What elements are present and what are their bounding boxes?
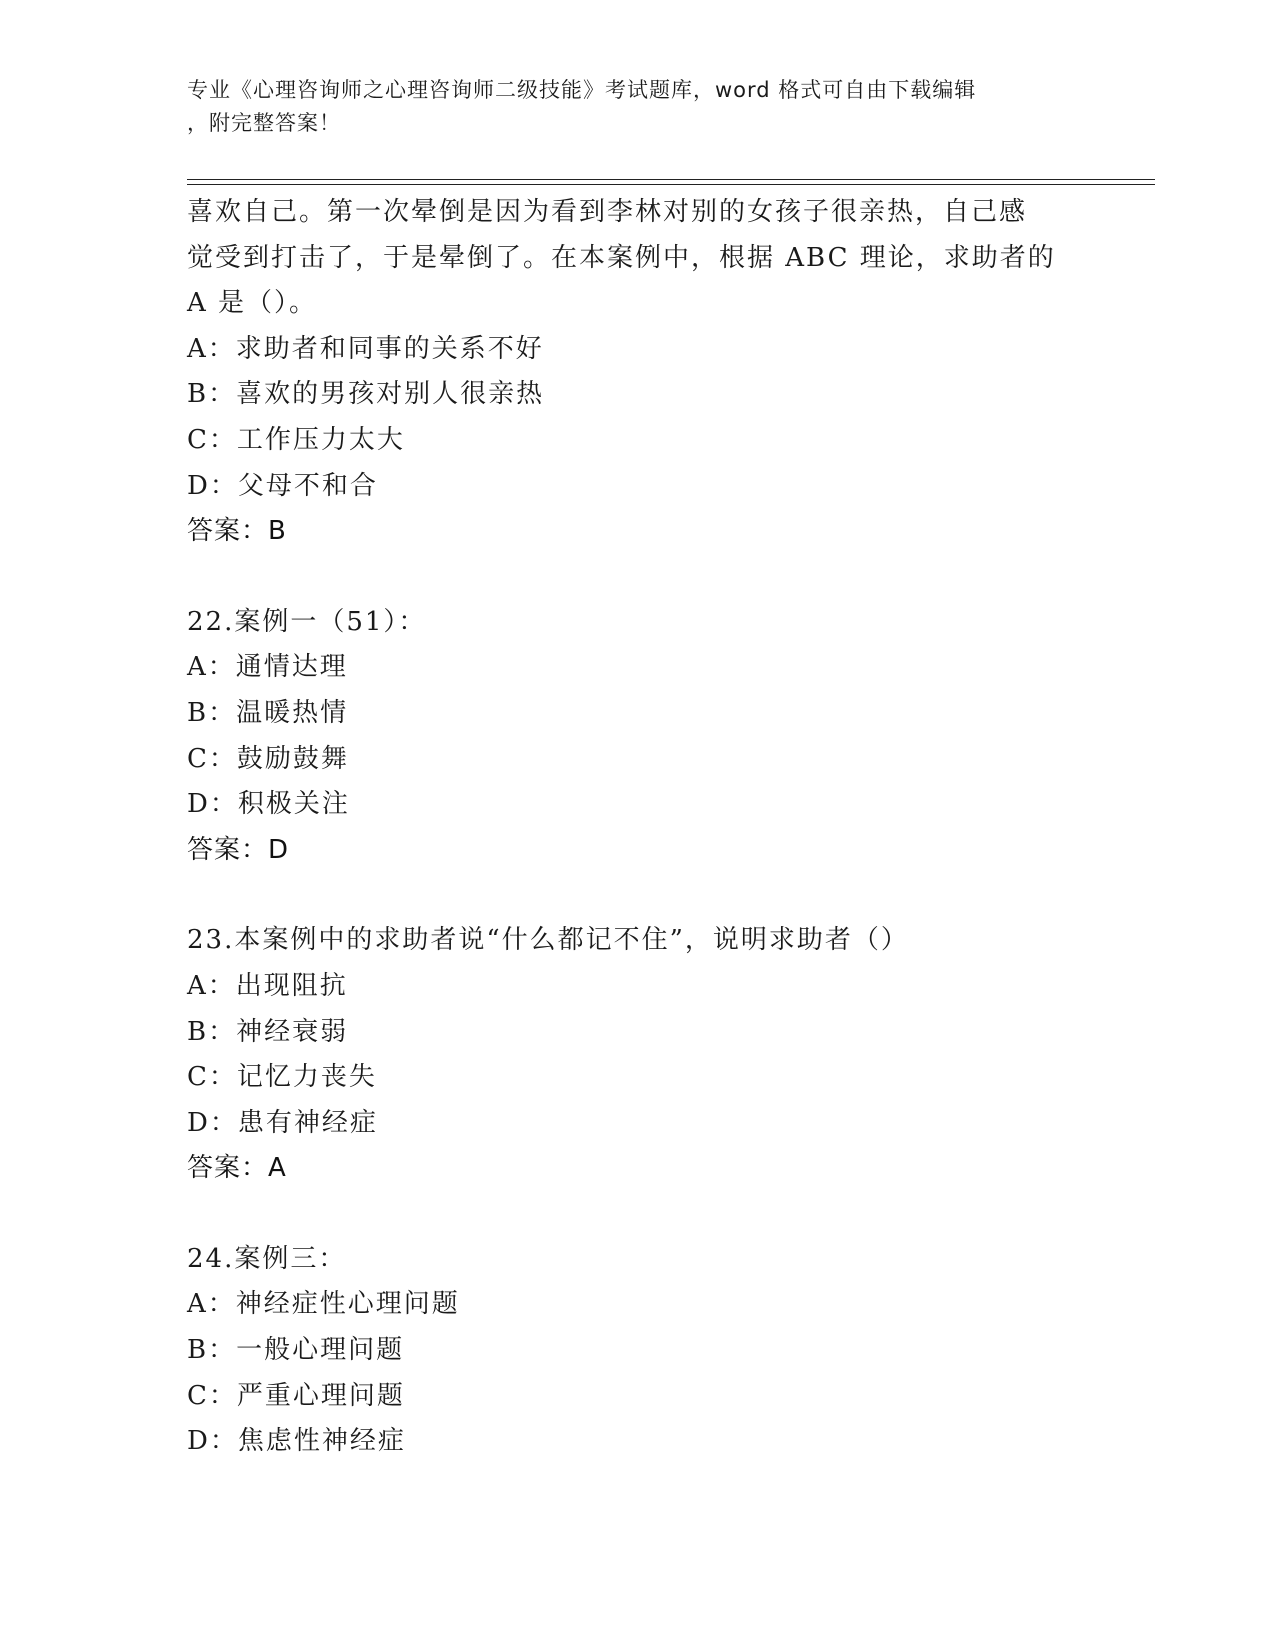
header-line-2: ，附完整答案！ bbox=[187, 111, 341, 135]
option-d: D：父母不和合 bbox=[187, 470, 378, 501]
question-list bbox=[187, 190, 1087, 1465]
option-d: D：积极关注 bbox=[187, 789, 350, 820]
header-divider-bottom bbox=[187, 184, 1155, 185]
option-c: C：工作压力太大 bbox=[187, 424, 405, 455]
header-divider-top bbox=[187, 179, 1155, 180]
option-a: A：神经症性心理问题 bbox=[187, 1289, 460, 1320]
option-c: C：鼓励鼓舞 bbox=[187, 743, 349, 774]
option-c: C：严重心理问题 bbox=[187, 1380, 405, 1411]
question-24 bbox=[187, 1237, 1087, 1465]
option-a: A：出现阻抗 bbox=[187, 970, 348, 1001]
option-a: A：通情达理 bbox=[187, 652, 348, 683]
option-b: B：一般心理问题 bbox=[187, 1335, 405, 1366]
question-stem-line: 喜欢自己。第一次晕倒是因为看到李林对别的女孩子很亲热，自己感 bbox=[187, 197, 1028, 227]
spacer bbox=[187, 1192, 1087, 1237]
option-a: A：求助者和同事的关系不好 bbox=[187, 333, 544, 364]
answer-line: 答案：D bbox=[187, 834, 290, 865]
option-d: D：患有神经症 bbox=[187, 1107, 378, 1138]
option-b: B：温暖热情 bbox=[187, 697, 349, 728]
question-stem-line: 觉受到打击了，于是晕倒了。在本案例中，根据 ABC 理论，求助者的 bbox=[187, 242, 1056, 273]
question-23 bbox=[187, 918, 1087, 1192]
option-b: B：喜欢的男孩对别人很亲热 bbox=[187, 379, 545, 410]
option-c: C：记忆力丧失 bbox=[187, 1062, 377, 1093]
answer-line: 答案：B bbox=[187, 516, 287, 547]
question-continuation bbox=[187, 190, 1087, 555]
question-stem: 22.案例一（51）： bbox=[187, 606, 427, 637]
question-stem-line: A 是（）。 bbox=[187, 288, 318, 319]
spacer bbox=[187, 873, 1087, 918]
answer-line: 答案：A bbox=[187, 1153, 287, 1184]
spacer bbox=[187, 555, 1087, 600]
option-b: B：神经衰弱 bbox=[187, 1016, 349, 1047]
question-22 bbox=[187, 600, 1087, 874]
question-stem: 24.案例三： bbox=[187, 1243, 347, 1274]
question-stem: 23.本案例中的求助者说“什么都记不住”，说明求助者（） bbox=[187, 925, 909, 956]
option-d: D：焦虑性神经症 bbox=[187, 1426, 406, 1457]
header-line-1: 专业《心理咨询师之心理咨询师二级技能》考试题库，word 格式可自由下载编辑 bbox=[187, 78, 977, 102]
document-header bbox=[187, 74, 1067, 140]
